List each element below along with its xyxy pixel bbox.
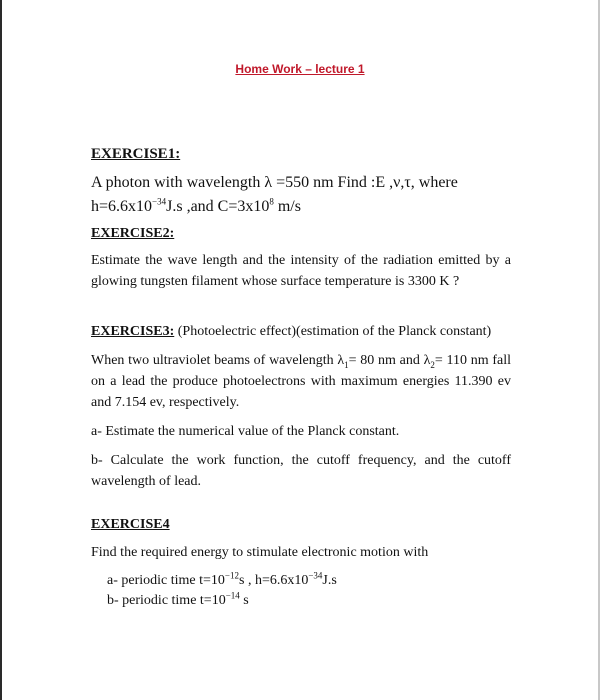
page-edge-left [0, 0, 2, 700]
text-span: s , h=6.6x10 [239, 573, 309, 588]
text-span: a- periodic time t=10 [107, 573, 225, 588]
exercise-4-heading: EXERCISE4 [91, 517, 170, 532]
exponent: −12 [224, 570, 239, 581]
exponent: 8 [269, 196, 274, 207]
exercise-3 [91, 321, 511, 492]
exponent: −14 [225, 590, 240, 601]
exponent: −34 [152, 196, 167, 207]
exercise-3-heading-line [91, 321, 511, 342]
exercise-1-line-2 [91, 195, 511, 219]
text-span: s [239, 593, 249, 608]
exercise-4-item-b [107, 591, 511, 611]
exercise-4-list [91, 571, 511, 611]
exercise-2-text: Estimate the wave length and the intensity of the radiation emitted by a glowing tungsten filament whose surface temperature is 3300 K ? [91, 253, 511, 289]
exercise-1-heading: EXERCISE1: [91, 146, 181, 162]
exercise-3-part-a: a- Estimate the numerical value of the Planck constant. [91, 424, 400, 439]
text-span: J.s [322, 573, 337, 588]
subscript: 2 [430, 359, 435, 370]
exercise-4 [91, 517, 511, 611]
exercise-3-heading: EXERCISE3: [91, 324, 175, 339]
exercise-1 [91, 146, 511, 219]
exercise-4-intro: Find the required energy to stimulate electronic motion with [91, 545, 429, 560]
text-span: J.s ,and C=3x10 [166, 198, 270, 215]
exercise-2 [91, 226, 511, 292]
exercise-3-part-b: b- Calculate the work function, the cutoff frequency, and the cutoff wavelength of lead. [91, 453, 511, 489]
subscript: 1 [344, 359, 349, 370]
exercise-4-item-a [107, 571, 511, 591]
text-span: = 110 nm fall on a lead the produce photoelectrons with maximum energies 11.390 ev and 7.154 ev, respectively. [91, 353, 512, 410]
text-span: h=6.6x10 [91, 198, 153, 215]
exercise-1-text [91, 171, 511, 219]
text-span: b- periodic time t=10 [107, 593, 226, 608]
text-span: When two ultraviolet beams of wavelength λ [91, 353, 345, 368]
text-span: = 80 nm and λ [348, 353, 431, 368]
exercise-3-text [91, 350, 511, 413]
text-span: m/s [273, 198, 301, 215]
exercise-2-heading: EXERCISE2: [91, 226, 175, 241]
page-title: Home Work – lecture 1 [235, 62, 365, 76]
exponent: −34 [308, 570, 323, 581]
exercise-1-line-1: A photon with wavelength λ =550 nm Find :E ,ν,τ, where [91, 174, 458, 191]
exercise-3-heading-note: (Photoelectric effect)(estimation of the Planck constant) [174, 324, 492, 339]
